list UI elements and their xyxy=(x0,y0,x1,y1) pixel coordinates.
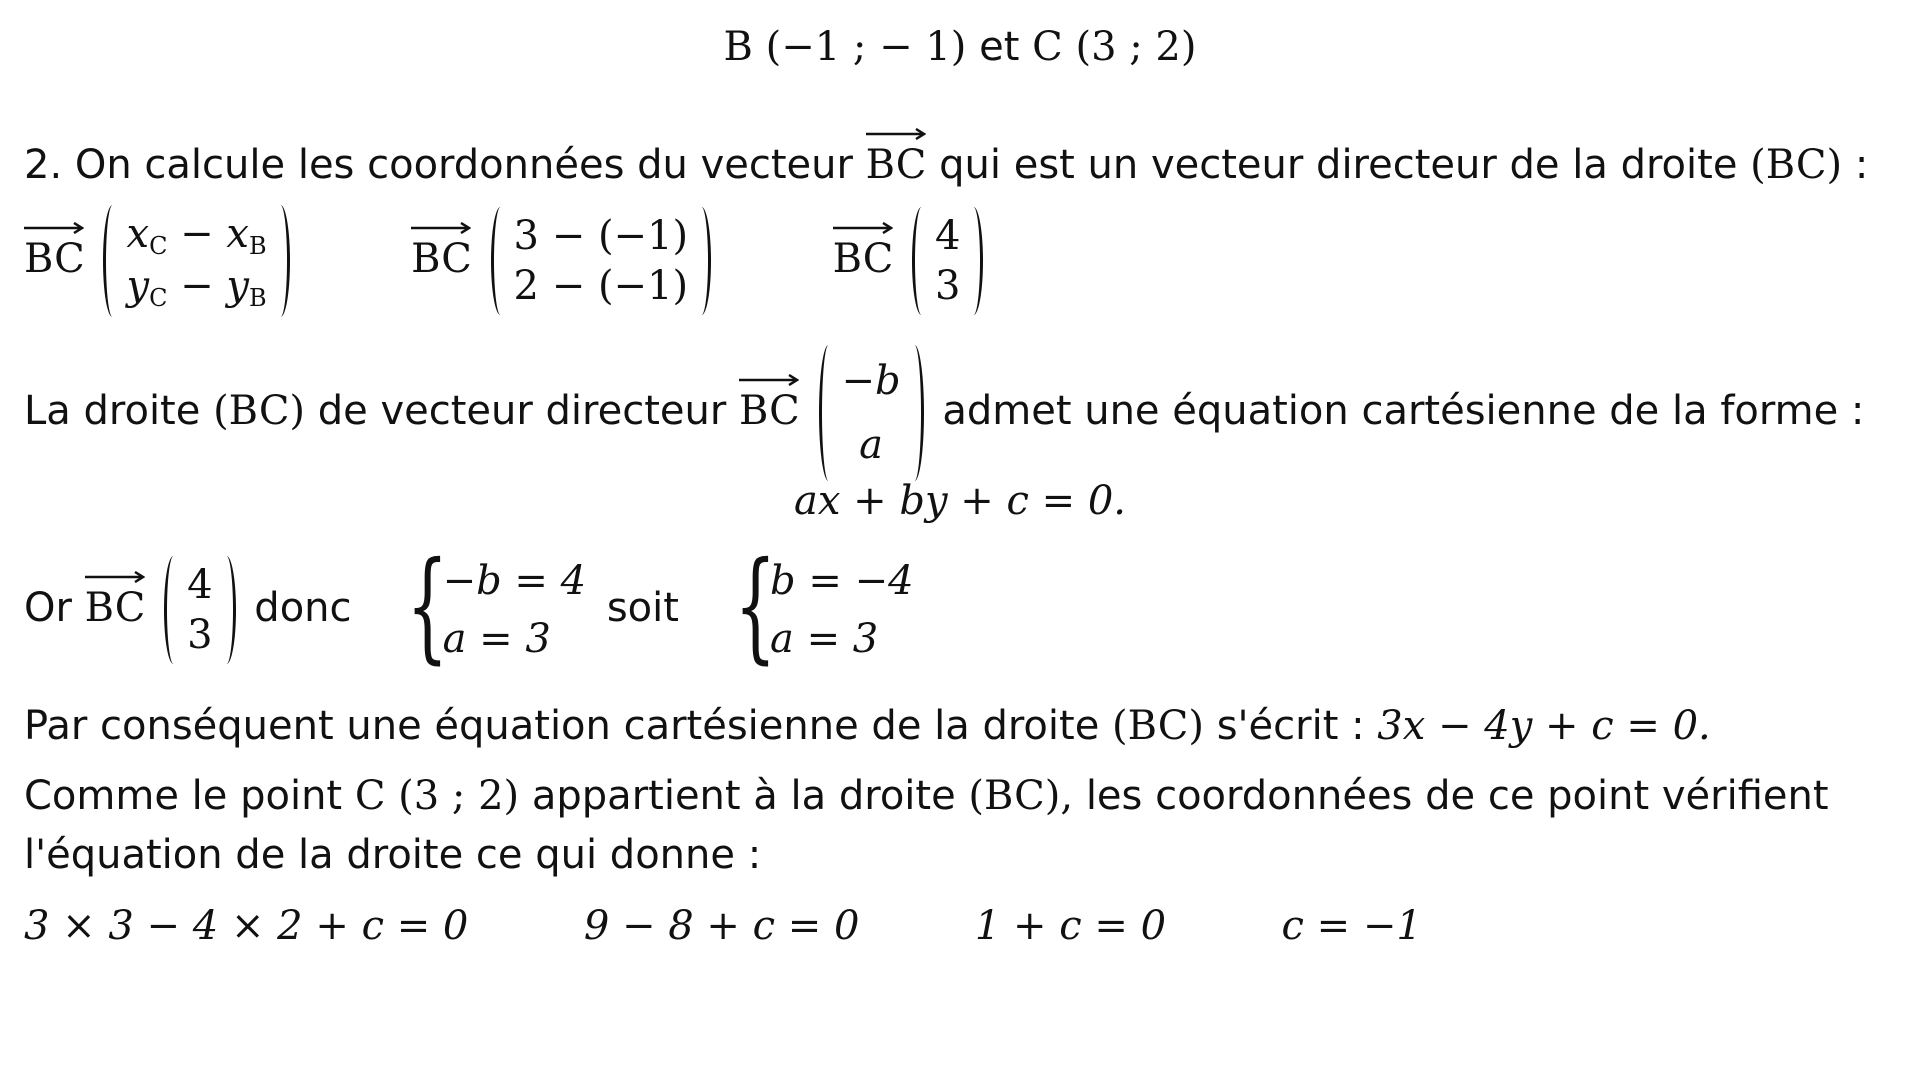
line-bc: (BC) xyxy=(213,388,306,434)
step2-text: 2. On calcule les coordonnées du vecteur xyxy=(24,142,853,188)
point-c: C (3 ; 2) xyxy=(354,773,520,819)
system-2: { b = −4 a = 3 xyxy=(734,537,914,676)
final-row xyxy=(24,903,1422,949)
coords-vector-substituted xyxy=(491,207,712,315)
system-1: { −b = 4 a = 3 xyxy=(406,537,587,676)
coords-top: 4 xyxy=(935,213,961,260)
vector-arrow-icon xyxy=(739,374,799,386)
vector-arrow-icon xyxy=(833,222,893,234)
vector-4-3: 4 3 xyxy=(164,556,235,664)
coords-row xyxy=(24,205,989,317)
comme-line: Comme le point C (3 ; 2) appartient à la droite (BC), les coordonnées de ce point vérifient xyxy=(24,773,1829,819)
final-eq-2: 9 − 8 + c = 0 xyxy=(583,903,860,949)
coords-vector-result xyxy=(912,207,983,315)
points-line xyxy=(0,24,1920,70)
vector-top: −b xyxy=(841,358,901,404)
line-bc: (BC) xyxy=(1750,142,1843,188)
point-c-label: C xyxy=(1032,24,1063,70)
or-line: Or BC 4 3 donc { −b = 4 a = 3 soit { b = −4 a = 3 xyxy=(24,537,914,676)
step2-intro xyxy=(24,142,1868,188)
line-bc: (BC), xyxy=(968,773,1074,819)
final-eq-3: 1 + c = 0 xyxy=(974,903,1167,949)
final-eq-1: 3 × 3 − 4 × 2 + c = 0 xyxy=(24,903,469,949)
coords-bottom: 3 xyxy=(935,263,961,310)
vector-arrow-icon xyxy=(24,222,84,234)
vector-arrow-icon xyxy=(866,128,926,140)
vector-bc: BC xyxy=(24,236,85,282)
vector-bc: BC xyxy=(411,236,472,282)
coords-vector-general xyxy=(103,205,289,317)
vector-bc: BC xyxy=(85,585,146,631)
general-equation: ax + by + c = 0. xyxy=(793,478,1126,524)
step2-colon: : xyxy=(1854,142,1869,188)
consequence-line: Par conséquent une équation cartésienne de la droite (BC) s'écrit : 3x − 4y + c = 0. xyxy=(24,703,1711,749)
point-b-coords: (−1 ; − 1) xyxy=(765,24,967,70)
line-bc: (BC) xyxy=(1112,703,1204,749)
comme-line-2: l'équation de la droite ce qui donne : xyxy=(24,832,762,878)
vector-arrow-icon xyxy=(85,571,145,583)
vector-bc: BC xyxy=(866,142,927,188)
cartesian-equation: 3x − 4y + c = 0. xyxy=(1377,703,1711,749)
et-word: et xyxy=(979,24,1020,70)
vector-arrow-icon xyxy=(411,222,471,234)
directeur-line: La droite (BC) de vecteur directeur BC −b a admet une équation cartésienne de la forme : xyxy=(24,345,1864,481)
coords-top: $x_C - x_B$ xyxy=(126,211,267,261)
vector-bc: BC xyxy=(833,236,894,282)
point-c-coords: (3 ; 2) xyxy=(1075,24,1197,70)
vector-bottom: a xyxy=(859,422,883,468)
direction-vector xyxy=(819,345,924,481)
step2-text-2: qui est un vecteur directeur de la droite xyxy=(939,142,1738,188)
point-b-label: B xyxy=(723,24,753,70)
coords-bottom: 2 − (−1) xyxy=(513,263,689,310)
vector-bc: BC xyxy=(739,388,800,434)
coords-bottom: $y_C - y_B$ xyxy=(126,263,267,313)
final-eq-4: c = −1 xyxy=(1281,903,1422,949)
coords-top: 3 − (−1) xyxy=(513,213,689,260)
